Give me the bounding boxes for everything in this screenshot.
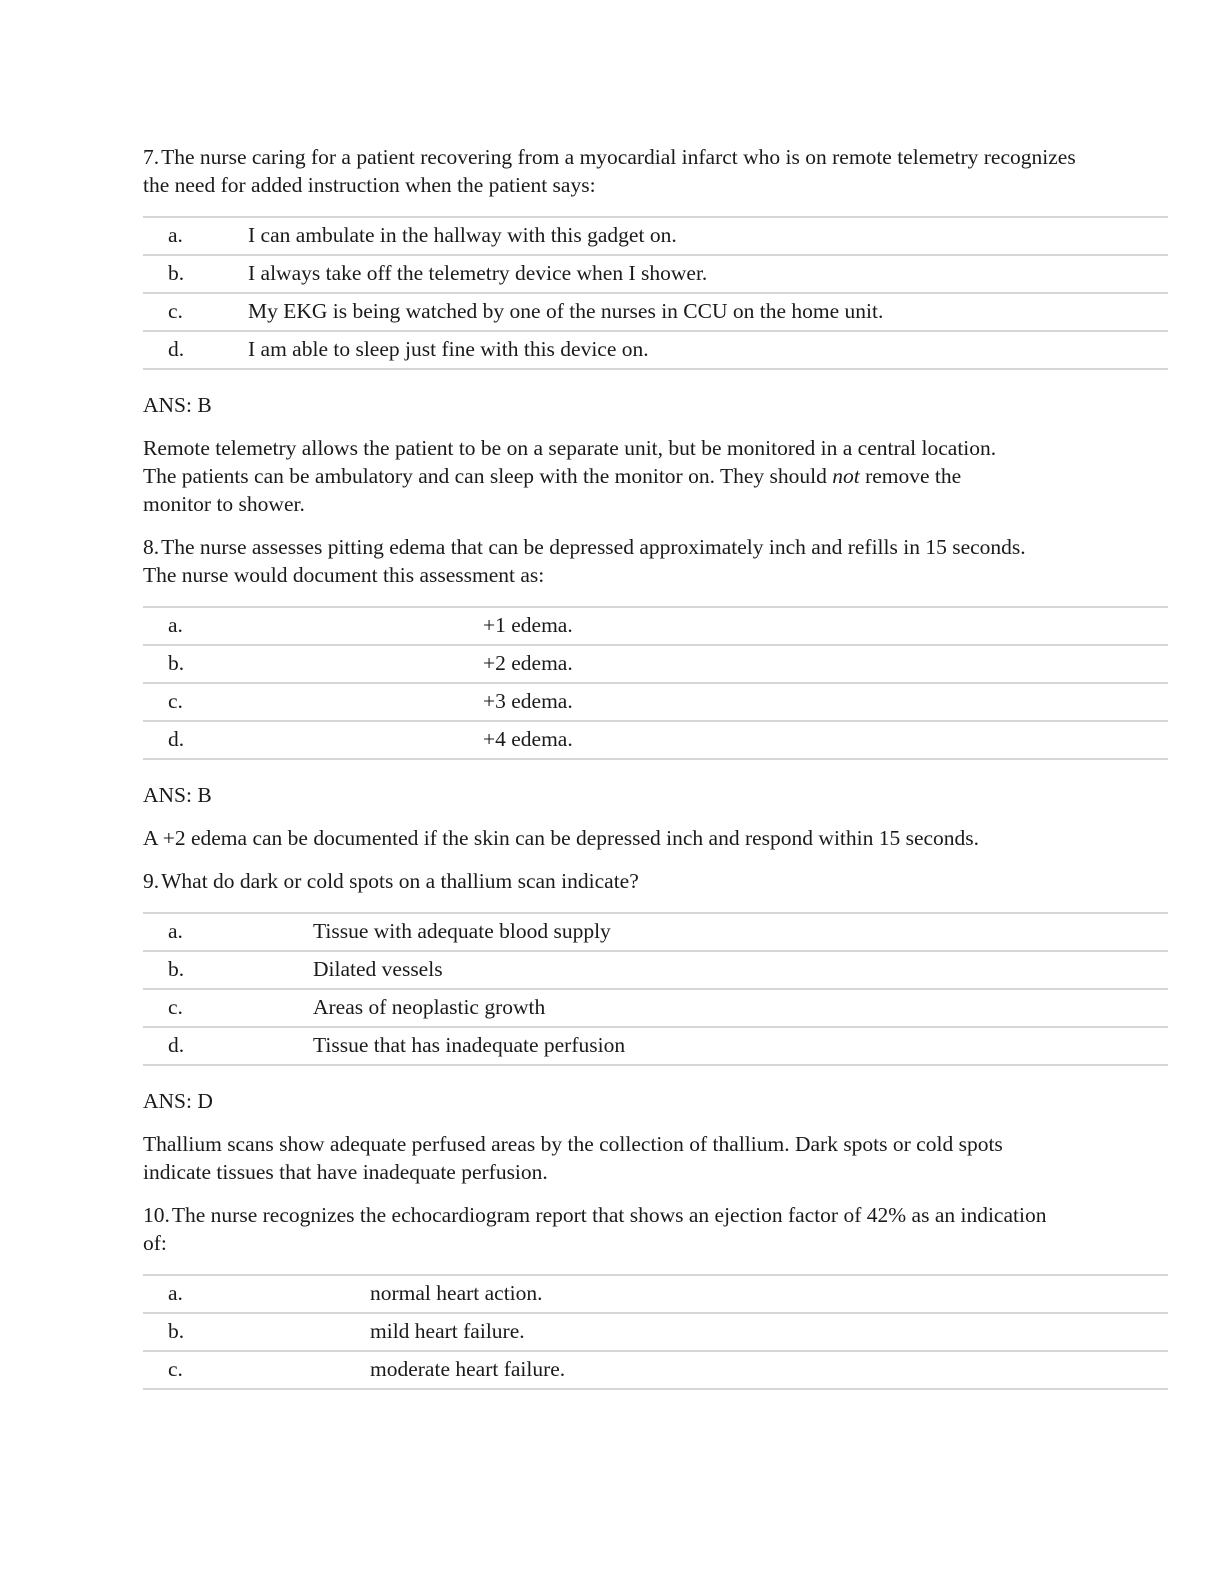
answer-key: ANS: D — [143, 1089, 213, 1113]
option-letter: b. — [143, 645, 483, 683]
option-text: I am able to sleep just fine with this device on. — [248, 331, 1168, 369]
answer-key: ANS: B — [143, 393, 212, 417]
options-table — [143, 216, 1168, 370]
option-row — [143, 645, 1168, 683]
option-letter: a. — [143, 217, 248, 255]
question-8 — [143, 533, 1168, 852]
option-row — [143, 1351, 1168, 1389]
question-number: 8. — [143, 535, 160, 559]
answer-key: ANS: B — [143, 783, 212, 807]
option-letter: d. — [143, 331, 248, 369]
option-letter: b. — [143, 1313, 370, 1351]
option-row — [143, 1313, 1168, 1351]
rationale: Thallium scans show adequate perfused areas by the collection of thallium. Dark spots or cold spots indicate tissues that have inadequate perfusion. — [143, 1132, 1003, 1184]
option-letter: c. — [143, 293, 248, 331]
option-row — [143, 721, 1168, 759]
option-text: +3 edema. — [483, 683, 1168, 721]
option-text: mild heart failure. — [370, 1313, 1168, 1351]
option-letter: a. — [143, 913, 313, 951]
options-table — [143, 606, 1168, 760]
option-text: I can ambulate in the hallway with this gadget on. — [248, 217, 1168, 255]
option-letter: c. — [143, 1351, 370, 1389]
option-letter: b. — [143, 951, 313, 989]
option-text: Tissue with adequate blood supply — [313, 913, 1168, 951]
question-stem — [143, 1201, 1063, 1257]
question-text: The nurse caring for a patient recovering from a myocardial infarct who is on remote telemetry recognizes the need for added instruction when the patient says: — [143, 145, 1076, 197]
option-row — [143, 989, 1168, 1027]
question-text: The nurse assesses pitting edema that can be depressed approximately inch and refills in 15 seconds. The nurse would document this assessment as: — [143, 535, 1026, 587]
option-letter: b. — [143, 255, 248, 293]
option-row — [143, 293, 1168, 331]
question-text: What do dark or cold spots on a thallium scan indicate? — [161, 869, 639, 893]
rationale-text: remove the monitor to shower. — [143, 464, 962, 516]
option-row — [143, 1027, 1168, 1065]
option-letter: a. — [143, 607, 483, 645]
rationale-text: Remote telemetry allows the patient to be on a separate unit, but be monitored in a central location. The patients can be ambulatory and can sleep with the monitor on. They should — [143, 436, 997, 488]
option-text: Areas of neoplastic growth — [313, 989, 1168, 1027]
question-number: 7. — [143, 145, 160, 169]
option-letter: d. — [143, 721, 483, 759]
option-row — [143, 1275, 1168, 1313]
option-letter: d. — [143, 1027, 313, 1065]
rationale-emphasis: not — [832, 464, 860, 488]
question-number: 10. — [143, 1203, 170, 1227]
option-text: I always take off the telemetry device when I shower. — [248, 255, 1168, 293]
options-table — [143, 912, 1168, 1066]
option-text: Dilated vessels — [313, 951, 1168, 989]
option-row — [143, 683, 1168, 721]
question-number: 9. — [143, 869, 160, 893]
option-text: +1 edema. — [483, 607, 1168, 645]
question-stem — [143, 143, 1083, 199]
option-text: Tissue that has inadequate perfusion — [313, 1027, 1168, 1065]
rationale — [143, 434, 1013, 518]
option-letter: c. — [143, 683, 483, 721]
option-row — [143, 217, 1168, 255]
option-row — [143, 255, 1168, 293]
question-stem — [143, 533, 1043, 589]
option-row — [143, 331, 1168, 369]
question-7 — [143, 143, 1168, 518]
option-text: My EKG is being watched by one of the nurses in CCU on the home unit. — [248, 293, 1168, 331]
question-10 — [143, 1201, 1168, 1390]
option-text: +2 edema. — [483, 645, 1168, 683]
option-text: +4 edema. — [483, 721, 1168, 759]
option-text: moderate heart failure. — [370, 1351, 1168, 1389]
option-letter: a. — [143, 1275, 370, 1313]
option-row — [143, 913, 1168, 951]
option-text: normal heart action. — [370, 1275, 1168, 1313]
rationale: A +2 edema can be documented if the skin can be depressed inch and respond within 15 seconds. — [143, 826, 980, 850]
option-row — [143, 607, 1168, 645]
question-text: The nurse recognizes the echocardiogram report that shows an ejection factor of 42% as an indication of: — [143, 1203, 1047, 1255]
options-table — [143, 1274, 1168, 1390]
question-stem — [143, 867, 1168, 895]
question-9 — [143, 867, 1168, 1186]
option-letter: c. — [143, 989, 313, 1027]
document-page — [143, 143, 1168, 1390]
option-row — [143, 951, 1168, 989]
